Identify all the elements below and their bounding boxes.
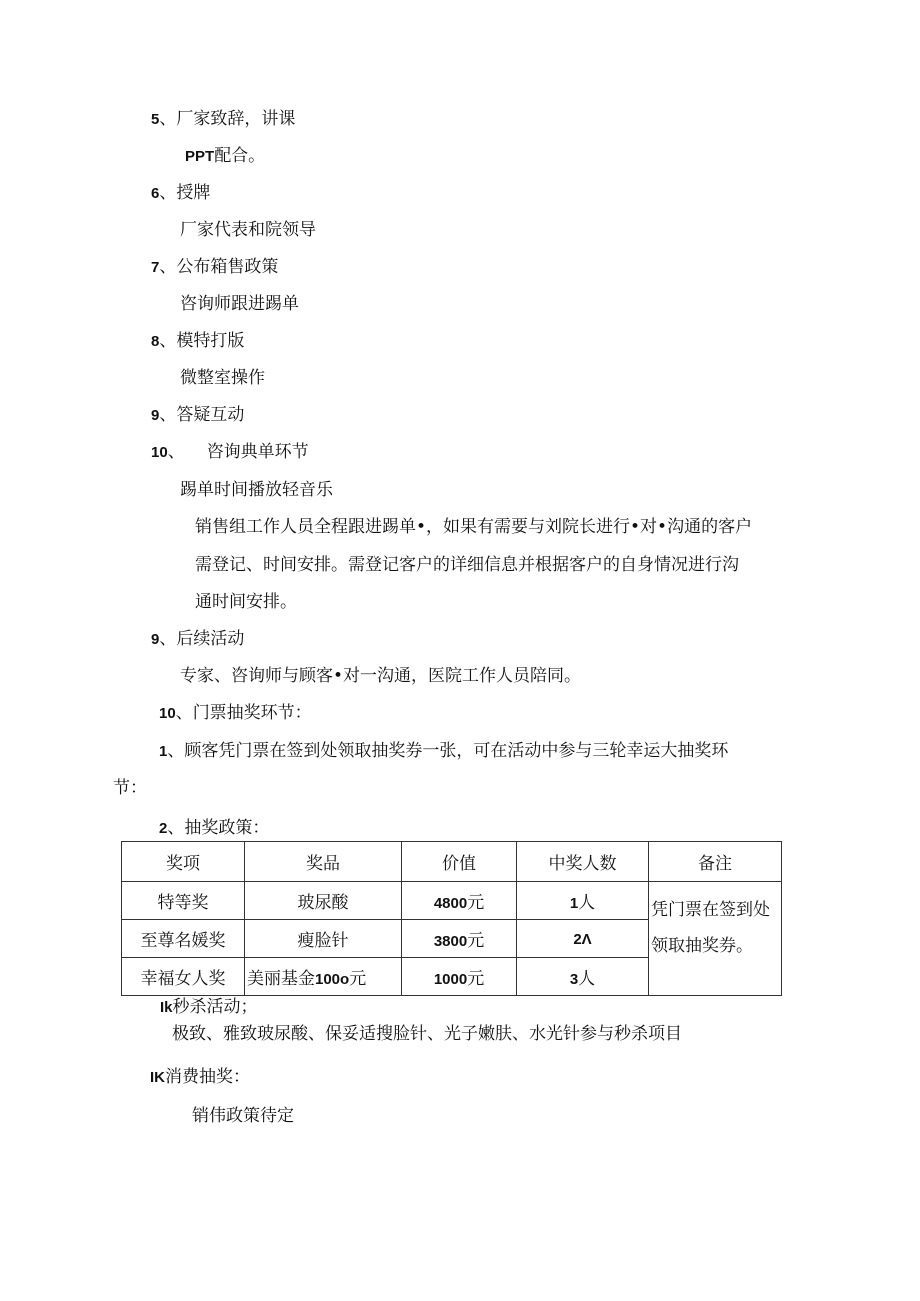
prize-cell: 玻尿酸 <box>245 882 402 920</box>
award-cell: 幸福女人奖 <box>122 958 245 996</box>
prize-table <box>121 841 782 996</box>
item-10-heading: 10、 咨询典单环节 <box>151 442 309 462</box>
table-row <box>122 882 782 920</box>
winners-cell: 1人 <box>517 882 649 920</box>
item-7-heading: 7、公布箱售政策 <box>151 257 279 277</box>
prize-cell: 美丽基金100o元 <box>245 958 402 996</box>
header-winners: 中奖人数 <box>517 842 649 882</box>
item-5-heading: 5、厂家致辞，讲课 <box>151 109 296 129</box>
winners-cell: 3人 <box>517 958 649 996</box>
paragraph-line-1: 销售组工作人员全程跟进踢单•，如果有需要与刘院长进行•对•沟通的客户 <box>195 517 753 537</box>
item-6-heading: 6、授牌 <box>151 183 211 203</box>
header-value: 价值 <box>402 842 517 882</box>
item-5-detail: PPT配合。 <box>185 146 266 166</box>
award-cell: 至尊名媛奖 <box>122 920 245 958</box>
item-10-detail: 踢单时间播放轻音乐 <box>180 480 333 500</box>
item-8-heading: 8、模特打版 <box>151 331 245 351</box>
header-prize: 奖品 <box>245 842 402 882</box>
item-9-heading: 9、答疑互动 <box>151 405 245 425</box>
consumption-lottery-detail: 销伟政策待定 <box>192 1106 294 1126</box>
flash-sale-heading: Ik秒杀活动； <box>160 997 258 1017</box>
header-award: 奖项 <box>122 842 245 882</box>
table-header-row <box>122 842 782 882</box>
lottery-point-1-wrap: 节： <box>113 778 147 798</box>
note-cell: 凭门票在签到处领取抽奖券。 <box>649 882 782 996</box>
prize-cell: 瘦脸针 <box>245 920 402 958</box>
item-7-detail: 咨询师跟进踢单 <box>180 294 299 314</box>
lottery-point-1: 1、顾客凭门票在签到处领取抽奖券一张，可在活动中参与三轮幸运大抽奖环 <box>159 741 729 761</box>
award-cell: 特等奖 <box>122 882 245 920</box>
item-10b-heading: 10、门票抽奖环节： <box>159 703 312 723</box>
header-note: 备注 <box>649 842 782 882</box>
item-8-detail: 微整室操作 <box>180 368 265 388</box>
value-cell: 4800元 <box>402 882 517 920</box>
paragraph-line-2: 需登记、时间安排。需登记客户的详细信息并根据客户的自身情况进行沟 <box>195 555 739 575</box>
item-6-detail: 厂家代表和院领导 <box>180 220 316 240</box>
item-9b-heading: 9、后续活动 <box>151 629 245 649</box>
flash-sale-detail: 极致、雅致玻尿酸、保妥适搜脸针、光子嫩肤、水光针参与秒杀项目 <box>172 1024 682 1044</box>
value-cell: 1000元 <box>402 958 517 996</box>
lottery-point-2: 2、抽奖政策： <box>159 818 270 838</box>
value-cell: 3800元 <box>402 920 517 958</box>
paragraph-line-3: 通时间安排。 <box>195 592 297 612</box>
item-9b-detail: 专家、咨询师与顾客•对一沟通，医院工作人员陪同。 <box>180 666 582 686</box>
winners-cell: 2Λ <box>517 920 649 958</box>
consumption-lottery-heading: IK消费抽奖： <box>150 1067 250 1087</box>
